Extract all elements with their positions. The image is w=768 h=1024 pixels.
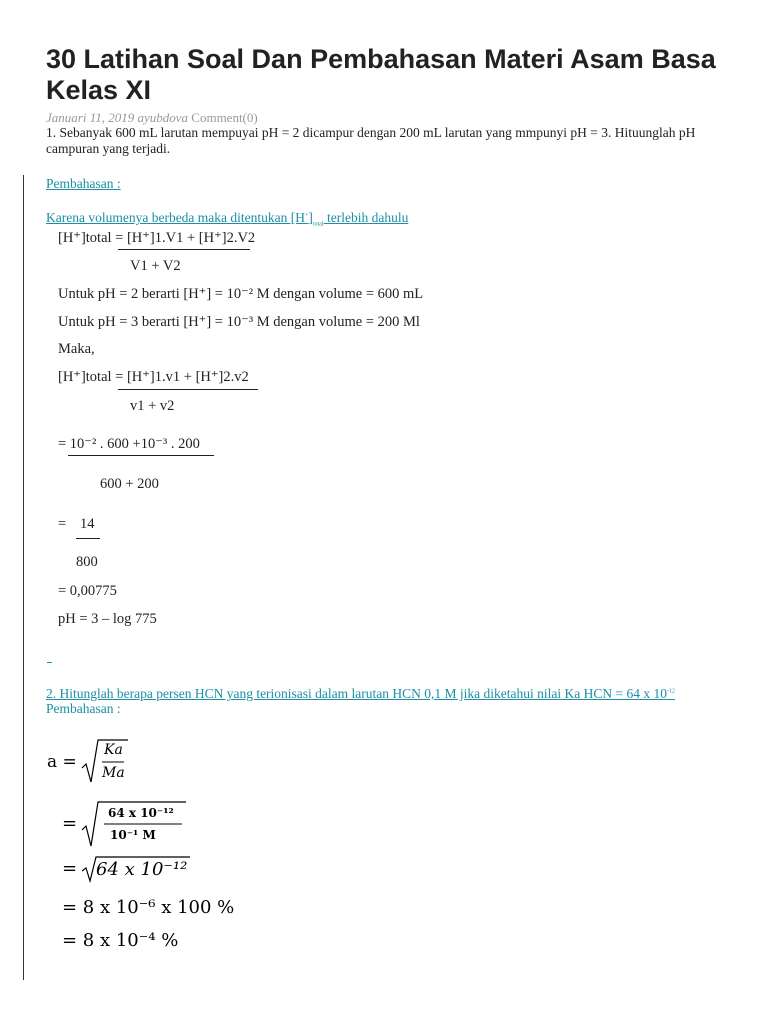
pembahasan-label-2: Pembahasan : — [46, 701, 121, 716]
calc-denominator: 600 + 200 — [100, 476, 159, 492]
line-ph3: Untuk pH = 3 berarti [H⁺] = 10⁻³ M dengan volume = 200 Ml — [58, 314, 420, 330]
frac-numerator: 14 — [80, 516, 95, 532]
equals-sign: = — [58, 516, 67, 532]
ka-numerator: Ka — [104, 742, 123, 758]
intro-link-bracket: ] — [308, 210, 313, 225]
fraction-bar-4 — [76, 538, 100, 539]
post-date: Januari 11, 2019 — [46, 110, 135, 125]
pembahasan-link-1[interactable]: Pembahasan : — [46, 176, 121, 191]
fraction-bar-3 — [68, 455, 214, 456]
formula2-numerator: [H⁺]total = [H⁺]1.v1 + [H⁺]2.v2 — [58, 369, 249, 385]
result-line: = 0,00775 — [58, 583, 117, 599]
formula-numerator: [H⁺]total = [H⁺]1.V1 + [H⁺]2.V2 — [58, 230, 256, 246]
calc-numerator: = 10⁻² . 600 +10⁻³ . 200 — [58, 436, 200, 452]
question-2-sup: -12 — [667, 688, 675, 695]
fraction-bar-2 — [118, 389, 258, 390]
sqrt2-numerator: 64 x 10⁻¹² — [108, 806, 174, 820]
final-line: = 8 x 10⁻⁴ % — [62, 930, 179, 951]
alpha-label: a = — [47, 752, 77, 772]
intro-link-text-b: terlebih dahulu — [323, 210, 409, 225]
empty-link[interactable] — [47, 662, 52, 663]
article-meta — [46, 110, 258, 126]
frac-denominator: 800 — [76, 554, 98, 570]
formula2-denominator: v1 + v2 — [130, 398, 175, 414]
ph-result: pH = 3 – log 775 — [58, 611, 157, 627]
question-2-text: 2. Hitunglah berapa persen HCN yang terionisasi dalam larutan HCN 0,1 M jika diketahui nilai Ka HCN = 64 x 10 — [46, 686, 667, 701]
intro-link-sup: + — [305, 212, 309, 219]
sqrt2-denominator: 10⁻¹ M — [110, 828, 156, 842]
percent-line: = 8 x 10⁻⁶ x 100 % — [62, 897, 235, 918]
ma-denominator: Ma — [102, 765, 125, 781]
intro-link[interactable] — [46, 210, 408, 228]
maka-label: Maka, — [58, 341, 95, 357]
equals-2: = — [62, 813, 78, 834]
line-ph2: Untuk pH = 2 berarti [H⁺] = 10⁻² M dengan volume = 600 mL — [58, 286, 424, 302]
question-2-link[interactable] — [46, 686, 675, 702]
fraction-bar — [118, 249, 250, 250]
article-title: 30 Latihan Soal Dan Pembahasan Materi Asam Basa Kelas XI — [46, 44, 716, 105]
equals-3: = — [62, 858, 78, 879]
sqrt3-content: 64 x 10⁻¹² — [96, 859, 188, 880]
comment-count[interactable]: Comment(0) — [191, 110, 258, 125]
left-border-rule — [23, 175, 24, 980]
formula-denominator: V1 + V2 — [130, 258, 181, 274]
intro-link-text-a: Karena volumenya berbeda maka ditentukan [H — [46, 210, 306, 225]
intro-link-sub: total — [312, 221, 324, 228]
post-author[interactable]: ayubdova — [137, 110, 189, 125]
question-1: 1. Sebanyak 600 mL larutan mempuyai pH = 2 dicampur dengan 200 mL larutan yang mmpunyi pH = 3. Hituunglah pH campuran yang terjadi. — [46, 125, 696, 156]
